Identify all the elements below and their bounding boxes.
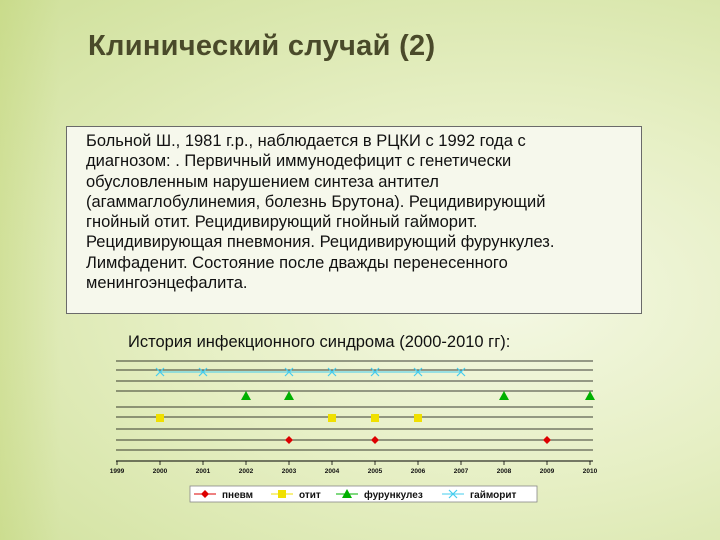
x-tick-label: 2001	[195, 468, 211, 475]
legend-label: гайморит	[470, 490, 517, 501]
data-point	[285, 436, 293, 444]
data-point	[156, 414, 164, 422]
x-tick-label: 2006	[410, 468, 426, 475]
chart-caption: История инфекционного синдрома (2000-2010 гг):	[128, 333, 511, 351]
x-tick-label: 2007	[453, 468, 469, 475]
legend-label: отит	[299, 490, 321, 501]
x-tick-label: 2005	[367, 468, 383, 475]
description-line: Рецидивирующая пневмония. Рецидивирующий фурункулез.	[86, 233, 555, 252]
data-point	[328, 414, 336, 422]
legend-label: пневм	[222, 490, 254, 501]
description-line: Лимфаденит. Состояние после дважды перенесенного	[86, 253, 508, 272]
x-tick-label: 2008	[496, 468, 512, 475]
data-point	[284, 391, 294, 400]
description-line: обусловленным нарушением синтеза антител	[86, 172, 439, 191]
data-point	[585, 391, 595, 400]
x-tick-label: 2002	[238, 468, 254, 475]
x-tick-label: 2009	[539, 468, 555, 475]
x-tick-label: 2004	[324, 468, 340, 475]
data-point	[371, 436, 379, 444]
x-tick-label: 2010	[582, 468, 598, 475]
description-line: Больной Ш., 1981 г.р., наблюдается в РЦКИ с 1992 года с	[86, 132, 526, 150]
slide-title: Клинический случай (2)	[88, 30, 436, 62]
legend-label: фурункулез	[364, 490, 423, 501]
description-line: диагнозом: . Первичный иммунодефицит с генетически	[86, 152, 512, 171]
data-point	[371, 414, 379, 422]
description-line: (агаммаглобулинемия, болезнь Брутона). Рецидивирующий	[86, 192, 546, 211]
description-line: менингоэнцефалита.	[86, 274, 248, 293]
legend-marker	[278, 490, 286, 498]
description-line: гнойный отит. Рецидивирующий гнойный гайморит.	[86, 213, 478, 232]
data-point	[543, 436, 551, 444]
data-point	[499, 391, 509, 400]
x-tick-label: 2003	[281, 468, 297, 475]
x-tick-label: 1999	[109, 468, 125, 475]
x-tick-label: 2000	[152, 468, 168, 475]
data-point	[414, 414, 422, 422]
data-point	[241, 391, 251, 400]
